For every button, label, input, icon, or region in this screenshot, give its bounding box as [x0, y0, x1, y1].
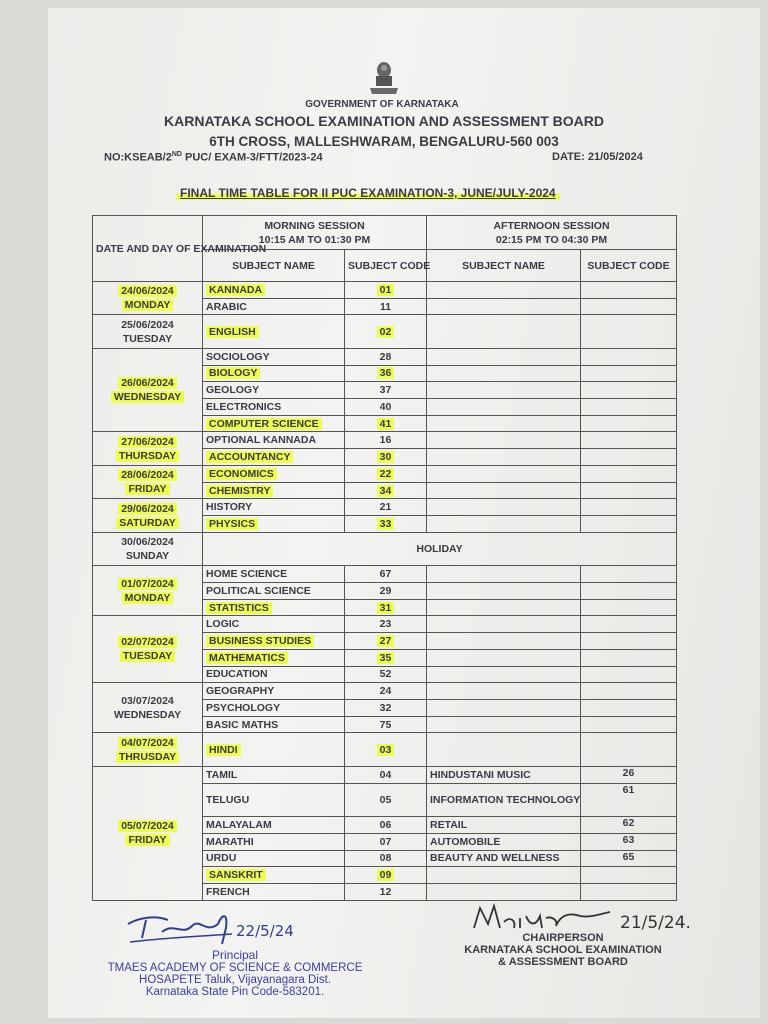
- afternoon-subject-code: [581, 599, 677, 616]
- timetable: [92, 215, 677, 901]
- morning-subject-name: FRENCH: [203, 883, 345, 900]
- principal-line-2: HOSAPETE Taluk, Vijayanagara Dist.: [139, 974, 331, 986]
- afternoon-subject-code: [581, 582, 677, 599]
- afternoon-subject-code: [581, 482, 677, 499]
- exam-date-cell: 04/07/2024 THRUSDAY: [93, 733, 203, 766]
- morning-subject-name: BASIC MATHS: [203, 716, 345, 733]
- morning-subject-name: MATHEMATICS: [203, 649, 345, 666]
- afternoon-subject-code: [581, 867, 677, 884]
- afternoon-subject-name: BEAUTY AND WELLNESS: [427, 850, 581, 867]
- government-label: GOVERNMENT OF KARNATAKA: [305, 99, 459, 110]
- afternoon-subject-code: 62: [581, 817, 677, 834]
- afternoon-subject-code: [581, 348, 677, 365]
- morning-subject-name: MALAYALAM: [203, 817, 345, 834]
- table-row: [93, 465, 677, 482]
- morning-subject-name: STATISTICS: [203, 599, 345, 616]
- afternoon-subject-name: [427, 566, 581, 583]
- morning-subject-code: 29: [345, 582, 427, 599]
- exam-date-cell: 26/06/2024 WEDNESDAY: [93, 348, 203, 432]
- afternoon-subject-code: [581, 700, 677, 717]
- afternoon-subject-code: [581, 733, 677, 766]
- afternoon-subject-code: [581, 666, 677, 683]
- morning-subject-name: HISTORY: [203, 499, 345, 516]
- morning-subject-code: 01: [345, 282, 427, 299]
- afternoon-subject-name: [427, 465, 581, 482]
- exam-date-cell: 01/07/2024 MONDAY: [93, 566, 203, 616]
- exam-date-cell: 03/07/2024 WEDNESDAY: [93, 683, 203, 733]
- table-row: [93, 566, 677, 583]
- exam-date-cell: 28/06/2024 FRIDAY: [93, 465, 203, 498]
- table-row: [93, 733, 677, 766]
- afternoon-subject-code: [581, 633, 677, 650]
- morning-subject-code: 37: [345, 382, 427, 399]
- afternoon-subject-name: [427, 365, 581, 382]
- morning-subject-name: SOCIOLOGY: [203, 348, 345, 365]
- morning-subject-name: SANSKRIT: [203, 867, 345, 884]
- afternoon-subject-code: [581, 432, 677, 449]
- afternoon-subject-name: [427, 348, 581, 365]
- exam-date-cell: 25/06/2024 TUESDAY: [93, 315, 203, 348]
- afternoon-subject-name: [427, 499, 581, 516]
- reference-number: NO:KSEAB/2ND PUC/ EXAM-3/FTT/2023-24: [104, 151, 323, 164]
- chair-title: CHAIRPERSON: [522, 932, 604, 944]
- afternoon-subject-code: [581, 282, 677, 299]
- morning-subject-code: 21: [345, 499, 427, 516]
- afternoon-subject-name: [427, 683, 581, 700]
- morning-subject-name: CHEMISTRY: [203, 482, 345, 499]
- board-name: KARNATAKA SCHOOL EXAMINATION AND ASSESSMENT BOARD: [164, 113, 604, 129]
- table-row: [93, 282, 677, 299]
- morning-subject-code: 30: [345, 449, 427, 466]
- chairperson-block: [448, 932, 678, 968]
- afternoon-subject-code: [581, 683, 677, 700]
- afternoon-subject-name: [427, 649, 581, 666]
- morning-subject-name-header: SUBJECT NAME: [203, 250, 345, 282]
- afternoon-subject-name: [427, 415, 581, 432]
- afternoon-subject-code: [581, 382, 677, 399]
- morning-subject-name: GEOLOGY: [203, 382, 345, 399]
- table-row: [93, 432, 677, 449]
- morning-subject-code: 31: [345, 599, 427, 616]
- principal-stamp: [100, 948, 370, 998]
- afternoon-subject-name: [427, 582, 581, 599]
- morning-subject-name: POLITICAL SCIENCE: [203, 582, 345, 599]
- morning-subject-code: 32: [345, 700, 427, 717]
- table-row: [93, 315, 677, 348]
- morning-subject-name: OPTIONAL KANNADA: [203, 432, 345, 449]
- afternoon-subject-name: [427, 666, 581, 683]
- morning-subject-name: BIOLOGY: [203, 365, 345, 382]
- afternoon-subject-name: [427, 282, 581, 299]
- board-address: 6TH CROSS, MALLESHWARAM, BENGALURU-560 003: [209, 134, 559, 149]
- morning-subject-code: 33: [345, 516, 427, 533]
- timetable-title: FINAL TIME TABLE FOR II PUC EXAMINATION-3, JUNE/JULY-2024: [176, 186, 560, 200]
- morning-subject-name: ELECTRONICS: [203, 399, 345, 416]
- morning-subject-name: MARATHI: [203, 833, 345, 850]
- afternoon-subject-name: [427, 700, 581, 717]
- afternoon-subject-code: 61: [581, 783, 677, 816]
- morning-session-header: MORNING SESSION 10:15 AM TO 01:30 PM: [203, 216, 427, 250]
- afternoon-subject-name: [427, 298, 581, 315]
- afternoon-subject-name: [427, 599, 581, 616]
- morning-subject-code: 06: [345, 817, 427, 834]
- table-row: [93, 348, 677, 365]
- afternoon-subject-code: 63: [581, 833, 677, 850]
- afternoon-subject-name: HINDUSTANI MUSIC: [427, 766, 581, 783]
- morning-subject-code: 16: [345, 432, 427, 449]
- date-day-header: DATE AND DAY OF EXAMINATION: [93, 216, 203, 282]
- morning-subject-code: 07: [345, 833, 427, 850]
- timetable-body: [93, 282, 677, 901]
- table-row: [93, 683, 677, 700]
- afternoon-subject-code: [581, 449, 677, 466]
- table-row: [93, 616, 677, 633]
- afternoon-subject-code: [581, 499, 677, 516]
- table-row: [93, 532, 677, 565]
- afternoon-subject-name: [427, 382, 581, 399]
- afternoon-subject-name: INFORMATION TECHNOLOGY: [427, 783, 581, 816]
- morning-subject-code: 08: [345, 850, 427, 867]
- morning-subject-name: KANNADA: [203, 282, 345, 299]
- morning-subject-code: 09: [345, 867, 427, 884]
- afternoon-subject-code: [581, 365, 677, 382]
- afternoon-subject-code: [581, 566, 677, 583]
- principal-signature: [122, 906, 302, 948]
- afternoon-session-header: AFTERNOON SESSION 02:15 PM TO 04:30 PM: [427, 216, 677, 250]
- morning-subject-code: 35: [345, 649, 427, 666]
- afternoon-subject-name: [427, 867, 581, 884]
- morning-subject-code: 05: [345, 783, 427, 816]
- afternoon-subject-name: [427, 516, 581, 533]
- morning-subject-code: 34: [345, 482, 427, 499]
- exam-date-cell: 05/07/2024 FRIDAY: [93, 766, 203, 900]
- principal-title: Principal: [211, 948, 259, 962]
- table-row: [93, 766, 677, 783]
- morning-subject-name: HOME SCIENCE: [203, 566, 345, 583]
- afternoon-subject-code-header: SUBJECT CODE: [581, 250, 677, 282]
- morning-subject-name: COMPUTER SCIENCE: [203, 415, 345, 432]
- exam-date-cell: 02/07/2024 TUESDAY: [93, 616, 203, 683]
- morning-subject-code: 03: [345, 733, 427, 766]
- afternoon-subject-code: 65: [581, 850, 677, 867]
- afternoon-subject-name: [427, 733, 581, 766]
- morning-subject-code: 40: [345, 399, 427, 416]
- morning-subject-name: TAMIL: [203, 766, 345, 783]
- morning-subject-code: 75: [345, 716, 427, 733]
- morning-subject-name: TELUGU: [203, 783, 345, 816]
- morning-subject-code: 22: [345, 465, 427, 482]
- afternoon-subject-name: [427, 432, 581, 449]
- morning-subject-code: 24: [345, 683, 427, 700]
- exam-date-cell: 24/06/2024 MONDAY: [93, 282, 203, 315]
- afternoon-subject-code: [581, 465, 677, 482]
- afternoon-subject-name: [427, 482, 581, 499]
- morning-subject-name: ENGLISH: [203, 315, 345, 348]
- morning-subject-name: EDUCATION: [203, 666, 345, 683]
- afternoon-subject-code: [581, 315, 677, 348]
- morning-subject-code: 11: [345, 298, 427, 315]
- afternoon-subject-name: [427, 399, 581, 416]
- holiday-cell: HOLIDAY: [203, 532, 677, 565]
- morning-subject-name: ACCOUNTANCY: [203, 449, 345, 466]
- chair-line-2: & ASSESSMENT BOARD: [498, 956, 628, 968]
- afternoon-subject-code: [581, 298, 677, 315]
- principal-line-1: TMAES ACADEMY OF SCIENCE & COMMERCE: [107, 962, 363, 974]
- chair-line-1: KARNATAKA SCHOOL EXAMINATION: [464, 944, 662, 956]
- afternoon-subject-name: AUTOMOBILE: [427, 833, 581, 850]
- afternoon-subject-code: [581, 415, 677, 432]
- chair-sign-date: 21/5/24.: [620, 913, 691, 933]
- morning-subject-name: PHYSICS: [203, 516, 345, 533]
- afternoon-subject-name-header: SUBJECT NAME: [427, 250, 581, 282]
- morning-subject-name: ECONOMICS: [203, 465, 345, 482]
- morning-subject-code-header: SUBJECT CODE: [345, 250, 427, 282]
- morning-subject-code: 12: [345, 883, 427, 900]
- morning-subject-name: GEOGRAPHY: [203, 683, 345, 700]
- morning-subject-code: 52: [345, 666, 427, 683]
- morning-subject-code: 41: [345, 415, 427, 432]
- principal-sign-date: 22/5/24: [236, 922, 294, 940]
- morning-subject-code: 02: [345, 315, 427, 348]
- morning-subject-code: 04: [345, 766, 427, 783]
- afternoon-subject-code: [581, 516, 677, 533]
- afternoon-subject-name: [427, 616, 581, 633]
- afternoon-subject-name: [427, 449, 581, 466]
- morning-subject-code: 23: [345, 616, 427, 633]
- afternoon-subject-code: 26: [581, 766, 677, 783]
- afternoon-subject-name: [427, 716, 581, 733]
- morning-subject-name: PSYCHOLOGY: [203, 700, 345, 717]
- document-date: DATE: 21/05/2024: [552, 151, 643, 163]
- exam-date-cell: 29/06/2024 SATURDAY: [93, 499, 203, 532]
- emblem-icon: [366, 58, 402, 96]
- morning-subject-name: URDU: [203, 850, 345, 867]
- principal-line-3: Karnataka State Pin Code-583201.: [145, 986, 325, 998]
- morning-subject-name: BUSINESS STUDIES: [203, 633, 345, 650]
- afternoon-subject-code: [581, 716, 677, 733]
- morning-subject-name: HINDI: [203, 733, 345, 766]
- afternoon-subject-code: [581, 616, 677, 633]
- morning-subject-code: 67: [345, 566, 427, 583]
- exam-date-cell: 30/06/2024 SUNDAY: [93, 532, 203, 565]
- afternoon-subject-name: [427, 633, 581, 650]
- morning-subject-name: ARABIC: [203, 298, 345, 315]
- afternoon-subject-code: [581, 649, 677, 666]
- morning-subject-code: 27: [345, 633, 427, 650]
- afternoon-subject-name: RETAIL: [427, 817, 581, 834]
- table-row: [93, 499, 677, 516]
- morning-subject-code: 36: [345, 365, 427, 382]
- afternoon-subject-name: [427, 315, 581, 348]
- morning-subject-name: LOGIC: [203, 616, 345, 633]
- afternoon-subject-code: [581, 399, 677, 416]
- exam-date-cell: 27/06/2024 THURSDAY: [93, 432, 203, 465]
- morning-subject-code: 28: [345, 348, 427, 365]
